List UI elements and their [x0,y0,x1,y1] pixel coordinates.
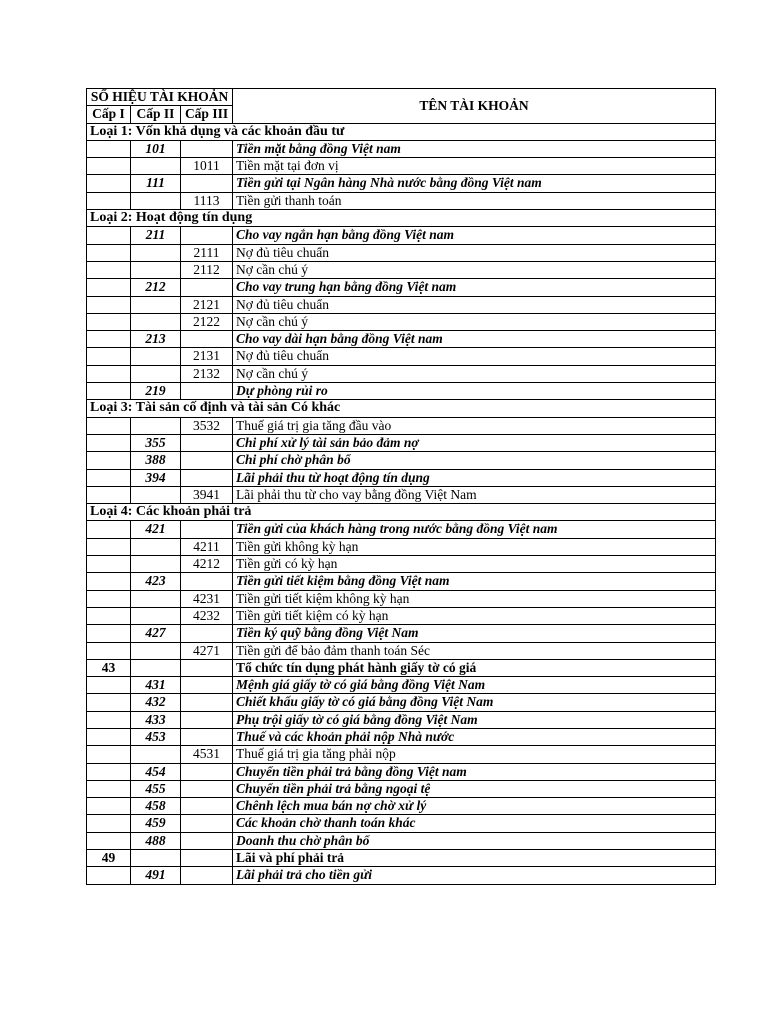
account-name: Tổ chức tín dụng phát hành giấy tờ có giá [233,659,716,676]
account-code-level-1 [87,348,131,365]
account-code-level-3: 4231 [181,590,233,607]
account-name: Lãi và phí phải trả [233,850,716,867]
account-code-level-3: 3532 [181,417,233,434]
account-code-level-1 [87,625,131,642]
account-code-level-3: 4271 [181,642,233,659]
account-code-level-3 [181,867,233,884]
account-name: Mệnh giá giấy tờ có giá bằng đồng Việt Nam [233,677,716,694]
account-code-level-3 [181,763,233,780]
account-code-level-1 [87,383,131,400]
account-row [87,244,716,261]
category-row [87,400,716,417]
account-code-level-1 [87,365,131,382]
account-code-level-1 [87,486,131,503]
account-code-level-3 [181,850,233,867]
account-code-level-2: 453 [131,728,181,745]
account-name: Nợ cần chú ý [233,261,716,278]
account-row [87,728,716,745]
account-row [87,677,716,694]
category-title: Loại 4: Các khoản phải trả [87,504,716,521]
account-row [87,867,716,884]
account-number-header: SỐ HIỆU TÀI KHOẢN [87,89,233,106]
account-code-level-1 [87,244,131,261]
account-name: Tiền gửi tiết kiệm có kỳ hạn [233,607,716,624]
account-name: Lãi phải trả cho tiền gửi [233,867,716,884]
account-code-level-3 [181,659,233,676]
account-code-level-1 [87,832,131,849]
account-code-level-2: 219 [131,383,181,400]
account-row [87,798,716,815]
account-code-level-2: 111 [131,175,181,192]
account-row [87,331,716,348]
account-name: Nợ đủ tiêu chuẩn [233,348,716,365]
account-name: Dự phòng rủi ro [233,383,716,400]
account-code-level-3: 4531 [181,746,233,763]
account-name: Tiền gửi tiết kiệm không kỳ hạn [233,590,716,607]
account-row [87,832,716,849]
account-name: Nợ đủ tiêu chuẩn [233,296,716,313]
account-code-level-2 [131,158,181,175]
account-code-level-2: 432 [131,694,181,711]
account-row [87,642,716,659]
account-code-level-1 [87,313,131,330]
account-name: Tiền ký quỹ bằng đồng Việt Nam [233,625,716,642]
account-row [87,261,716,278]
category-title: Loại 3: Tài sản cố định và tài sản Có khác [87,400,716,417]
account-name: Tiền gửi thanh toán [233,192,716,209]
account-row [87,469,716,486]
account-code-level-1 [87,746,131,763]
account-code-level-1 [87,815,131,832]
account-code-level-2 [131,590,181,607]
account-row [87,711,716,728]
category-title: Loại 2: Hoạt động tín dụng [87,210,716,227]
account-name: Nợ đủ tiêu chuẩn [233,244,716,261]
account-code-level-3 [181,573,233,590]
account-name: Lãi phải thu từ cho vay bằng đồng Việt Nam [233,486,716,503]
account-name: Tiền mặt tại đơn vị [233,158,716,175]
account-name: Chi phí xử lý tài sản bảo đảm nợ [233,434,716,451]
account-name: Nợ cần chú ý [233,313,716,330]
account-code-level-3: 1011 [181,158,233,175]
account-code-level-2: 212 [131,279,181,296]
account-code-level-2: 427 [131,625,181,642]
account-code-level-3 [181,815,233,832]
account-row [87,348,716,365]
account-code-level-2: 459 [131,815,181,832]
level-3-header: Cấp III [181,106,233,123]
account-code-level-1 [87,556,131,573]
account-row [87,452,716,469]
account-code-level-1: 43 [87,659,131,676]
account-row [87,625,716,642]
account-code-level-2: 488 [131,832,181,849]
account-code-level-2 [131,642,181,659]
account-name: Cho vay trung hạn bằng đồng Việt nam [233,279,716,296]
account-row [87,746,716,763]
account-code-level-2: 421 [131,521,181,538]
account-code-level-1 [87,417,131,434]
account-name: Chênh lệch mua bán nợ chờ xử lý [233,798,716,815]
account-code-level-1 [87,175,131,192]
account-code-level-2 [131,348,181,365]
account-code-level-2: 454 [131,763,181,780]
account-row [87,850,716,867]
account-row [87,158,716,175]
account-code-level-1 [87,780,131,797]
account-code-level-2 [131,296,181,313]
account-name: Các khoản chờ thanh toán khác [233,815,716,832]
account-name: Tiền gửi tiết kiệm bằng đồng Việt nam [233,573,716,590]
account-code-level-3: 1113 [181,192,233,209]
account-code-level-3 [181,798,233,815]
account-code-level-3 [181,279,233,296]
account-row [87,434,716,451]
category-row [87,123,716,140]
account-code-level-2: 355 [131,434,181,451]
account-code-level-2 [131,192,181,209]
account-code-level-3 [181,434,233,451]
chart-of-accounts-table [86,88,716,885]
account-name: Chi phí chờ phân bổ [233,452,716,469]
account-row [87,227,716,244]
account-row [87,313,716,330]
account-code-level-1 [87,867,131,884]
account-code-level-2: 455 [131,780,181,797]
account-code-level-2 [131,556,181,573]
account-code-level-3 [181,175,233,192]
account-name: Chuyển tiền phải trả bằng đồng Việt nam [233,763,716,780]
account-name: Chuyển tiền phải trả bằng ngoại tệ [233,780,716,797]
account-code-level-3 [181,469,233,486]
account-row [87,486,716,503]
account-code-level-2: 394 [131,469,181,486]
account-code-level-1 [87,140,131,157]
account-name: Tiền mặt bằng đồng Việt nam [233,140,716,157]
account-row [87,538,716,555]
account-name: Thuế và các khoản phải nộp Nhà nước [233,728,716,745]
level-2-header: Cấp II [131,106,181,123]
account-code-level-3 [181,452,233,469]
account-name: Tiền gửi của khách hàng trong nước bằng đồng Việt nam [233,521,716,538]
account-code-level-3 [181,521,233,538]
account-code-level-3: 2122 [181,313,233,330]
account-row [87,296,716,313]
account-name: Chiết khấu giấy tờ có giá bằng đồng Việt Nam [233,694,716,711]
account-row [87,521,716,538]
account-name-header: TÊN TÀI KHOẢN [233,89,716,124]
account-row [87,694,716,711]
account-name: Doanh thu chờ phân bổ [233,832,716,849]
account-code-level-1 [87,573,131,590]
account-row [87,763,716,780]
account-code-level-1 [87,452,131,469]
account-row [87,573,716,590]
account-code-level-3: 2121 [181,296,233,313]
account-code-level-1 [87,538,131,555]
account-row [87,815,716,832]
account-row [87,556,716,573]
account-code-level-1 [87,279,131,296]
account-row [87,417,716,434]
account-code-level-3 [181,383,233,400]
table-header [87,89,716,124]
account-name: Tiền gửi không kỳ hạn [233,538,716,555]
account-code-level-3: 4232 [181,607,233,624]
level-1-header: Cấp I [87,106,131,123]
account-name: Tiền gửi tại Ngân hàng Nhà nước bằng đồng Việt nam [233,175,716,192]
account-code-level-1 [87,192,131,209]
account-code-level-2: 213 [131,331,181,348]
account-code-level-2 [131,365,181,382]
account-code-level-3 [181,711,233,728]
category-title: Loại 1: Vốn khả dụng và các khoản đầu tư [87,123,716,140]
account-code-level-3 [181,677,233,694]
account-code-level-1 [87,711,131,728]
account-code-level-1 [87,677,131,694]
account-name: Lãi phải thu từ hoạt động tín dụng [233,469,716,486]
account-code-level-3 [181,140,233,157]
account-code-level-1 [87,642,131,659]
account-row [87,659,716,676]
account-code-level-2: 491 [131,867,181,884]
account-name: Tiền gửi để bảo đảm thanh toán Séc [233,642,716,659]
account-code-level-2 [131,313,181,330]
account-code-level-2 [131,417,181,434]
account-code-level-2: 433 [131,711,181,728]
category-row [87,210,716,227]
account-code-level-2: 423 [131,573,181,590]
account-code-level-3: 2111 [181,244,233,261]
table-body [87,123,716,884]
account-code-level-2: 101 [131,140,181,157]
account-name: Nợ cần chú ý [233,365,716,382]
account-code-level-1 [87,158,131,175]
account-name: Cho vay ngắn hạn bằng đồng Việt nam [233,227,716,244]
account-code-level-1 [87,798,131,815]
account-code-level-1 [87,694,131,711]
account-code-level-2 [131,261,181,278]
account-row [87,365,716,382]
account-code-level-2: 431 [131,677,181,694]
account-code-level-3 [181,331,233,348]
account-code-level-1 [87,590,131,607]
account-row [87,383,716,400]
account-code-level-2 [131,607,181,624]
account-code-level-3: 4212 [181,556,233,573]
account-code-level-1 [87,227,131,244]
account-code-level-3 [181,625,233,642]
account-name: Thuế giá trị gia tăng phải nộp [233,746,716,763]
account-name: Phụ trội giấy tờ có giá bằng đồng Việt Nam [233,711,716,728]
account-code-level-1 [87,521,131,538]
account-code-level-1 [87,469,131,486]
account-code-level-1 [87,261,131,278]
account-row [87,780,716,797]
account-code-level-3 [181,227,233,244]
account-name: Thuế giá trị gia tăng đầu vào [233,417,716,434]
account-name: Tiền gửi có kỳ hạn [233,556,716,573]
account-code-level-1: 49 [87,850,131,867]
account-code-level-2: 458 [131,798,181,815]
account-code-level-1 [87,728,131,745]
account-code-level-1 [87,763,131,780]
account-name: Cho vay dài hạn bằng đồng Việt nam [233,331,716,348]
account-code-level-2: 388 [131,452,181,469]
account-code-level-2 [131,538,181,555]
account-code-level-2 [131,659,181,676]
account-row [87,607,716,624]
category-row [87,504,716,521]
account-code-level-2 [131,244,181,261]
account-code-level-3: 2131 [181,348,233,365]
account-code-level-1 [87,331,131,348]
account-code-level-3: 3941 [181,486,233,503]
account-code-level-3: 2112 [181,261,233,278]
account-code-level-2 [131,746,181,763]
account-code-level-3 [181,832,233,849]
account-code-level-1 [87,607,131,624]
account-code-level-3: 2132 [181,365,233,382]
account-row [87,590,716,607]
account-row [87,175,716,192]
account-code-level-1 [87,434,131,451]
account-code-level-3 [181,780,233,797]
account-row [87,279,716,296]
account-code-level-1 [87,296,131,313]
account-code-level-3 [181,694,233,711]
account-code-level-2 [131,850,181,867]
account-row [87,192,716,209]
account-row [87,140,716,157]
account-code-level-3 [181,728,233,745]
account-code-level-3: 4211 [181,538,233,555]
account-code-level-2 [131,486,181,503]
account-code-level-2: 211 [131,227,181,244]
